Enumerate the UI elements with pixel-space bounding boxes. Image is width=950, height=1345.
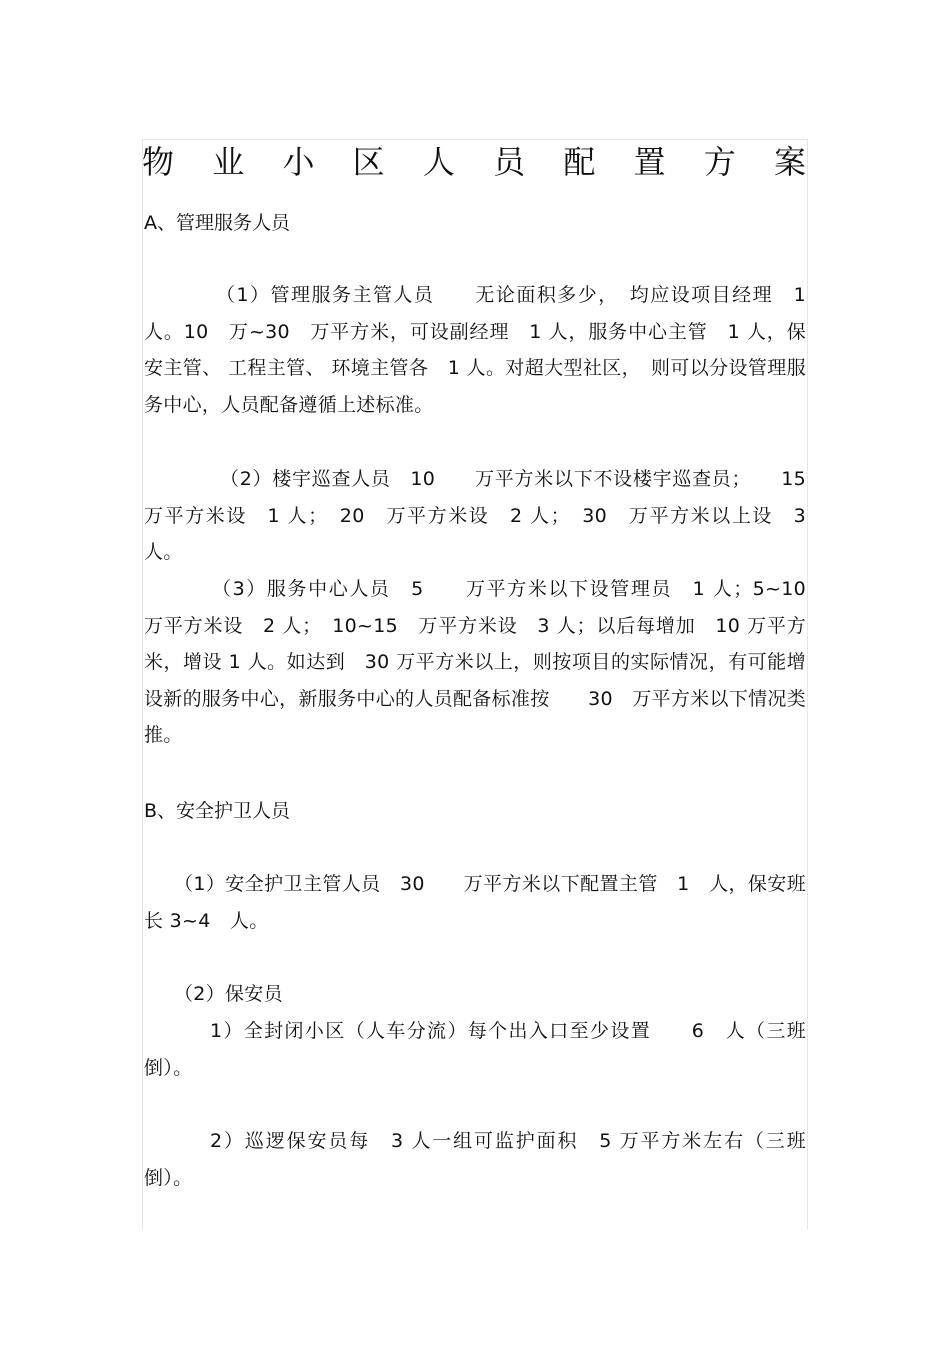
section-b-item-2: 2）巡逻保安员每 3 人一组可监护面积 5 万平方米左右（三班倒）。 — [144, 1130, 806, 1189]
document-title — [142, 140, 806, 184]
section-a-heading: A、管理服务人员 — [144, 212, 290, 234]
title-char: 区 — [352, 143, 385, 181]
section-a-paragraph-2: （2）楼宇巡查人员 10 万平方米以下不设楼宇巡查员； 15 万平方米设 1 人； 20 万平方米设 2 人； 30 万平方米以上设 3 人。 — [144, 468, 806, 563]
title-char: 方 — [703, 143, 736, 181]
section-a-paragraph-3: （3）服务中心人员 5 万平方米以下设管理员 1 人；5~10 万平方米设 2 人； 10~15 万平方米设 3 人；以后每增加 10 万平方米，增设 1 人。如达到 30 万平方米以上，则按项目的实际情况，有可能增设新的服务中心，新服务中心的人员配备标准按 30 万平方米以下情况类推。 — [144, 578, 826, 746]
title-char: 案 — [773, 143, 806, 181]
title-char: 小 — [282, 143, 315, 181]
title-char: 置 — [633, 143, 666, 181]
title-char: 物 — [142, 143, 175, 181]
section-b-item-1: 1）全封闭小区（人车分流）每个出入口至少设置 6 人（三班倒）。 — [144, 1020, 806, 1079]
section-b-heading: B、安全护卫人员 — [144, 800, 291, 822]
title-char: 员 — [493, 143, 526, 181]
title-char: 业 — [212, 143, 245, 181]
title-char: 配 — [563, 143, 596, 181]
section-b-subheading: （2）保安员 — [174, 983, 283, 1005]
title-char: 人 — [422, 143, 455, 181]
section-a-paragraph-1: （1）管理服务主管人员 无论面积多少， 均应设项目经理 1 人。10 万~30 万平方米，可设副经理 1 人，服务中心主管 1 人，保安主管、 工程主管、 环境主管各 1 人。对超大型社区， 则可以分设管理服务中心，人员配备遵循上述标准。 — [144, 284, 806, 416]
section-b-paragraph-1: （1）安全护卫主管人员 30 万平方米以下配置主管 1 人，保安班长 3~4 人。 — [144, 873, 806, 932]
